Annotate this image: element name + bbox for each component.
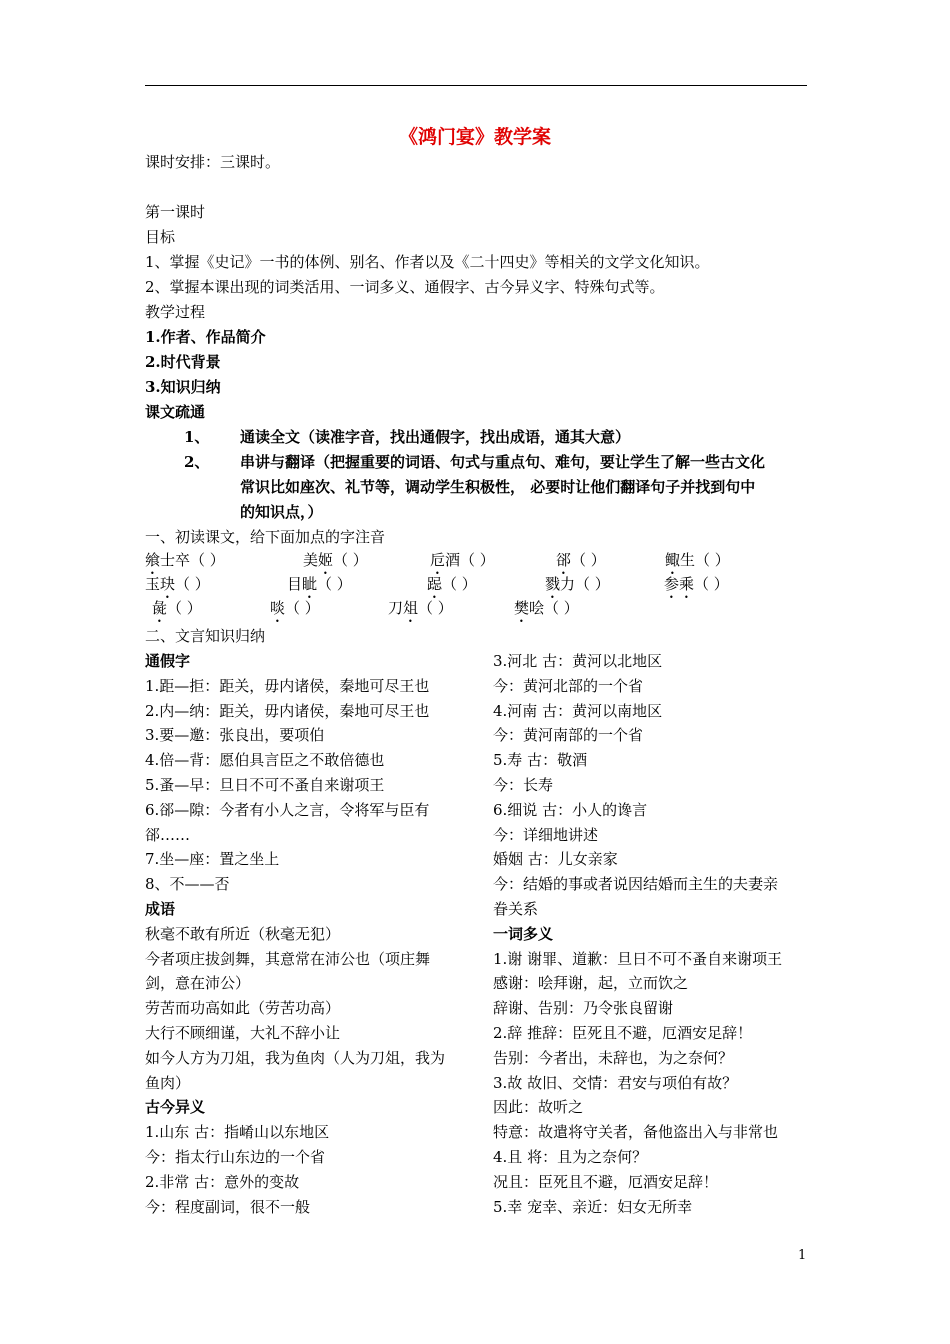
sub-item-text: 的知识点，） (240, 503, 323, 521)
pinyin-item: 樊哙（ ） (514, 599, 579, 617)
pinyin-item: 彘（ ） (152, 599, 202, 617)
pinyin-item: 目眦（ ） (287, 575, 352, 593)
pinyin-item: 刀俎（ ） (388, 599, 453, 617)
list-line: 告别：今者出，未辞也，为之奈何？ (493, 1048, 734, 1067)
part2-heading: 二、文言知识归纳 (145, 627, 266, 645)
list-line: 2.辞 推辞：臣死且不避，厄酒安足辞！ (493, 1024, 753, 1042)
text-heading: 课文疏通 (145, 403, 206, 421)
section-heading: 成语 (145, 900, 176, 918)
header-rule (145, 85, 807, 86)
list-line: 鱼肉） (145, 1073, 191, 1092)
list-line: 1.谢 谢罪、道歉：旦日不可不蚤自来谢项王 (493, 949, 783, 968)
pinyin-item: 鲰生（ ） (665, 551, 730, 569)
section-heading: 古今异义 (145, 1098, 206, 1117)
list-line: 2.非常 古：意外的变故 (145, 1172, 300, 1191)
step-item: 1.作者、作品简介 (145, 328, 266, 346)
step-item: 3.知识归纳 (145, 378, 221, 396)
list-line: 今：长寿 (493, 776, 554, 794)
sub-item-text: 串讲与翻译（把握重要的词语、句式与重点句、难句，要让学生了解一些古文化 (240, 453, 766, 471)
list-line: 5.蚤—早：旦日不可不蚤自来谢项王 (145, 776, 385, 794)
list-line: 大行不顾细谨，大礼不辞小让 (145, 1024, 341, 1042)
sub-item-text: 通读全文（读准字音，找出通假字，找出成语，通其大意） (240, 428, 631, 446)
pinyin-item: 玉玦（ ） (145, 575, 210, 593)
pinyin-item: 飨士卒（ ） (145, 551, 225, 569)
pinyin-item: 郤（ ） (556, 551, 606, 569)
section-heading: 一词多义 (493, 924, 554, 943)
list-line: 今：黄河南部的一个省 (493, 726, 644, 745)
pinyin-item: 戮力（ ） (545, 575, 610, 593)
list-line: 郤…… (145, 825, 191, 844)
list-line: 3.河北 古：黄河以北地区 (493, 652, 663, 670)
list-line: 4.河南 古：黄河以南地区 (493, 701, 663, 720)
list-line: 7.坐—座：置之坐上 (145, 850, 280, 869)
pinyin-item: 参乘（ ） (664, 575, 729, 593)
list-line: 5.幸 宠幸、亲近：妇女无所幸 (493, 1197, 693, 1216)
list-line: 今：详细地讲述 (493, 825, 599, 844)
pinyin-item: 啖（ ） (270, 599, 320, 617)
list-line: 况且：臣死且不避，厄酒安足辞！ (493, 1172, 719, 1191)
list-line: 因此：故听之 (493, 1098, 584, 1117)
pinyin-item: 美姬（ ） (303, 551, 368, 569)
list-line: 4.且 将：且为之奈何？ (493, 1148, 648, 1166)
list-line: 劳苦而功高如此（劳苦功高） (145, 999, 341, 1018)
list-line: 4.倍—背：愿伯具言臣之不敢倍德也 (145, 751, 385, 770)
sub-item-text: 常识比如座次、礼节等，调动学生积极性， 必要时让他们翻译句子并找到句中 (240, 478, 756, 496)
list-line: 3.故 故旧、交情：君安与项伯有故？ (493, 1073, 738, 1092)
list-line: 6.郤—隙：今者有小人之言，令将军与臣有 (145, 800, 430, 819)
list-line: 辞谢、告别：乃令张良留谢 (493, 999, 674, 1018)
list-line: 今：黄河北部的一个省 (493, 676, 644, 695)
goal-item: 1、掌握《史记》一书的体例、别名、作者以及《二十四史》等相关的文学文化知识。 (145, 253, 710, 271)
list-line: 8、不——否 (145, 875, 230, 894)
list-line: 2.内—纳：距关，毋内诸侯，秦地可尽王也 (145, 701, 430, 720)
list-line: 1.距—拒：距关，毋内诸侯，秦地可尽王也 (145, 676, 430, 695)
goal-item: 2、掌握本课出现的词类活用、一词多义、通假字、古今异义字、特殊句式等。 (145, 278, 665, 296)
page-number: 1 (798, 1248, 807, 1263)
list-line: 感谢：哙拜谢，起，立而饮之 (493, 974, 689, 993)
schedule-text: 课时安排：三课时。 (145, 153, 281, 171)
list-line: 今：指太行山东边的一个省 (145, 1148, 326, 1166)
list-line: 眷关系 (493, 900, 539, 918)
list-line: 秋毫不敢有所近（秋毫无犯） (145, 924, 341, 943)
sub-item-number: 1、 (184, 428, 210, 446)
list-line: 1.山东 古：指崤山以东地区 (145, 1123, 330, 1142)
part1-heading: 一、初读课文，给下面加点的字注音 (145, 528, 386, 546)
sub-item-number: 2、 (184, 453, 210, 471)
list-line: 今：结婚的事或者说因结婚而主生的夫妻亲 (493, 875, 779, 894)
list-line: 特意：故遣将守关者，备他盗出入与非常也 (493, 1123, 779, 1142)
section-heading: 通假字 (145, 652, 191, 670)
list-line: 3.要—邀：张良出，要项伯 (145, 726, 325, 745)
list-line: 5.寿 古：敬酒 (493, 751, 588, 770)
list-line: 婚姻 古：儿女亲家 (493, 850, 618, 869)
goals-heading: 目标 (145, 228, 176, 246)
pinyin-item: 跽（ ） (427, 575, 477, 593)
process-heading: 教学过程 (145, 303, 206, 321)
list-line: 今：程度副词，很不一般 (145, 1197, 311, 1216)
list-line: 剑，意在沛公） (145, 974, 251, 993)
lesson-heading: 第一课时 (145, 203, 206, 221)
document-title: 《鸿门宴》教学案 (398, 126, 551, 148)
pinyin-item: 卮酒（ ） (430, 551, 495, 569)
list-line: 今者项庄拔剑舞，其意常在沛公也（项庄舞 (145, 949, 431, 968)
list-line: 6.细说 古：小人的谗言 (493, 800, 648, 819)
list-line: 如今人方为刀俎，我为鱼肉（人为刀俎，我为 (145, 1048, 446, 1067)
step-item: 2.时代背景 (145, 353, 221, 371)
